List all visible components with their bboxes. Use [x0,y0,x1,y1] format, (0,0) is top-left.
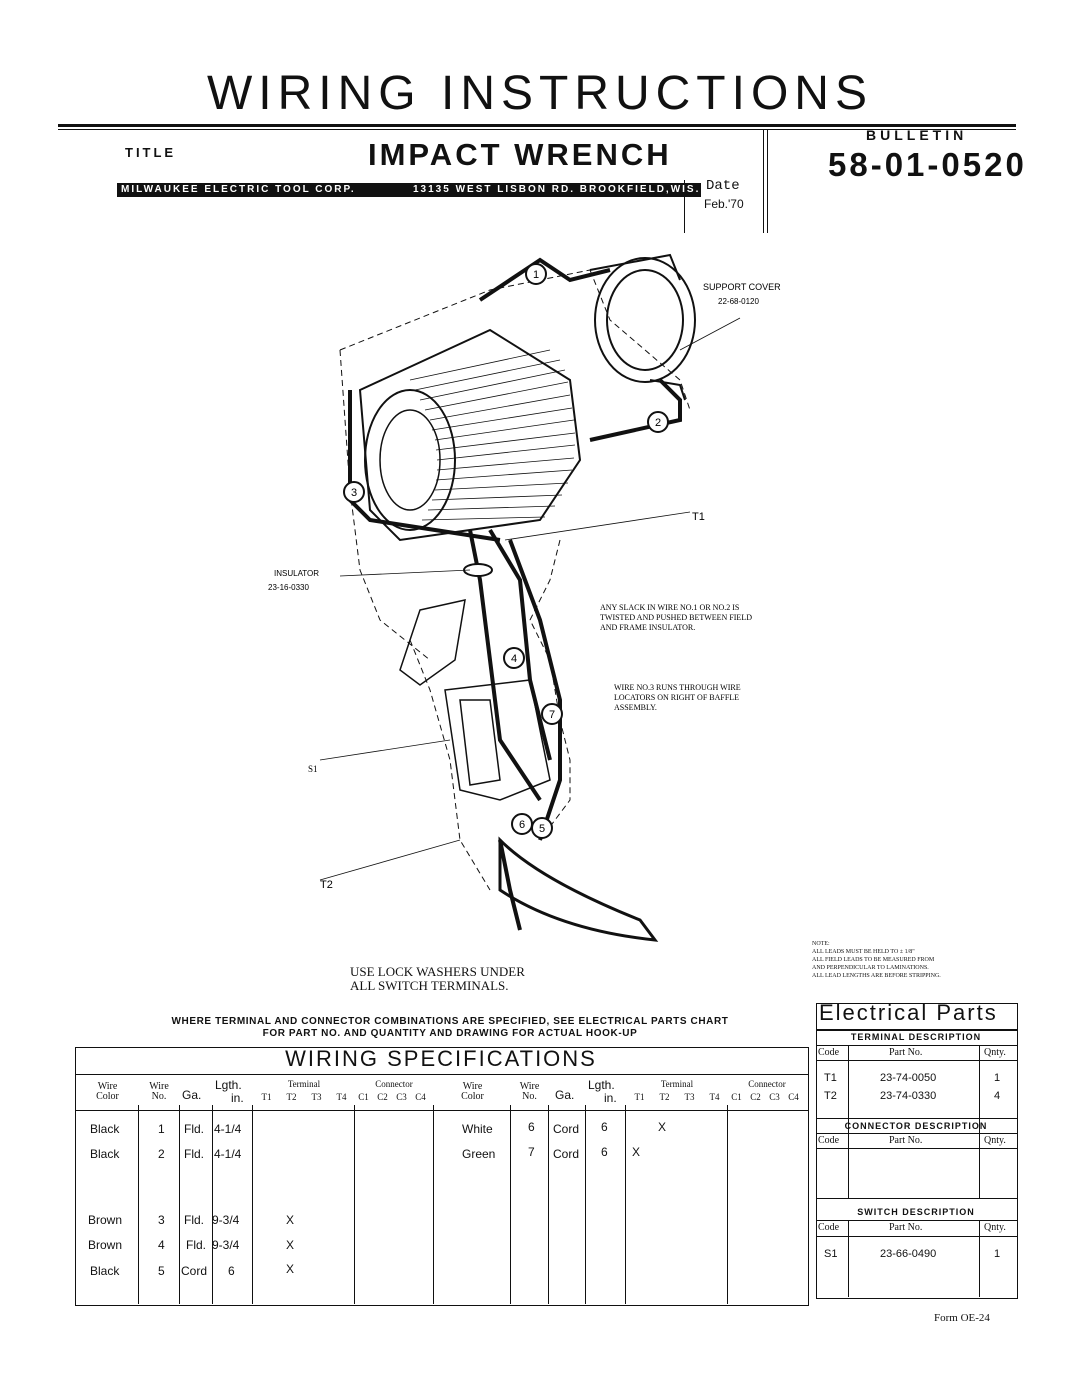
slack-note-line: AND FRAME INSULATOR. [600,623,696,632]
insulator-label: INSULATOR [274,569,320,578]
product-title: IMPACT WRENCH [368,137,672,172]
chart-reference-note [100,1016,800,1040]
wire3-note-line: ASSEMBLY. [614,703,657,712]
table-cell: X [286,1213,295,1227]
header-length [588,1079,617,1105]
table-cell: 6 [601,1145,608,1159]
header-t3: T3 [684,1092,695,1102]
table-rule [548,1105,549,1304]
form-number: Form OE-24 [934,1312,990,1324]
table-cell: 5 [158,1264,165,1278]
housing-outline [340,270,690,890]
header-terminal: Terminal [660,1079,694,1089]
table-cell: 4-1/4 [214,1147,242,1161]
header-divider [767,130,768,233]
slack-note-line: TWISTED AND PUSHED BETWEEN FIELD [600,613,752,622]
wire-marker-label: 5 [538,823,546,835]
wire-marker-label: 1 [532,269,540,281]
table-cell: Black [90,1122,120,1136]
page-title: WIRING INSTRUCTIONS [207,67,873,120]
parts-rule [848,1220,849,1297]
terminal-qnty: 4 [994,1090,1001,1102]
parts-rule [816,1060,1017,1061]
header-c1: C1 [358,1092,369,1102]
col-part: Part No. [889,1222,923,1233]
wire-marker-label: 7 [548,709,556,721]
lock-washer-line: ALL SWITCH TERMINALS. [350,978,509,993]
header-c2: C2 [377,1092,388,1102]
col-qnty: Qnty. [984,1047,1006,1058]
switch-description-header: SWITCH DESCRIPTION [857,1207,975,1217]
table-cell: 4 [158,1238,165,1252]
col-part: Part No. [889,1047,923,1058]
table-cell: Fld. [186,1238,207,1252]
table-cell: Black [90,1264,120,1278]
table-cell: Cord [553,1147,580,1161]
header-subcols [627,1092,805,1102]
table-cell: 7 [528,1145,535,1159]
table-rule [212,1105,213,1304]
header-text: Color [461,1091,484,1102]
col-code: Code [818,1135,840,1146]
bulletin-number: 58-01-0520 [828,146,1027,183]
table-cell: X [632,1145,641,1159]
table-rule [75,1110,808,1111]
header-wire-no [512,1082,547,1102]
header-text: Color [96,1091,119,1102]
lead-note-line: ALL FIELD LEADS TO BE MEASURED FROM [812,957,935,963]
col-part: Part No. [889,1135,923,1146]
switch-code: S1 [824,1248,838,1260]
header-text: Wire [149,1081,169,1092]
terminal-part: 23-74-0330 [880,1090,937,1102]
header-c1: C1 [731,1092,742,1102]
t1-label: T1 [692,511,705,523]
lock-washer-line: USE LOCK WASHERS UNDER [350,964,525,979]
parts-rule [979,1133,980,1198]
header-t1: T1 [261,1092,272,1102]
date-value: Feb.'70 [704,197,744,211]
header-text: No. [522,1091,537,1102]
table-cell: White [462,1122,493,1136]
table-cell: 6 [528,1120,535,1134]
table-cell: Brown [88,1238,123,1252]
header-c3: C3 [769,1092,780,1102]
parts-rule [816,1198,1017,1199]
header-connector: Connector [375,1079,413,1089]
col-qnty: Qnty. [984,1135,1006,1146]
parts-rule [848,1133,849,1198]
table-cell: 1 [158,1122,165,1136]
parts-rule [816,1148,1017,1149]
date-label: Date [706,178,740,194]
header-t1: T1 [634,1092,645,1102]
header-text: No. [151,1091,167,1102]
terminal-code: T1 [824,1072,837,1084]
wire-marker-label: 2 [654,417,662,429]
table-rule [252,1105,253,1304]
header-text: in. [604,1091,617,1105]
wire3-note [614,683,741,712]
table-cell: Cord [553,1122,580,1136]
lock-washer-note [350,965,525,993]
table-cell: Black [90,1147,120,1161]
header-wire-color [440,1082,505,1102]
table-cell: Fld. [184,1213,205,1227]
s1-label: S1 [308,764,318,774]
header-text: Wire [97,1081,118,1092]
parts-rule [816,1220,1017,1221]
header-connector: Connector [748,1079,786,1089]
header-text: Lgth. [215,1078,242,1092]
header-t4: T4 [709,1092,720,1102]
terminal-code: T2 [824,1090,837,1102]
table-rule [138,1105,139,1304]
connector-description-header: CONNECTOR DESCRIPTION [844,1121,988,1131]
header-terminal: Terminal [287,1079,321,1089]
table-cell: X [286,1262,295,1276]
wire3-note-line: WIRE NO.3 RUNS THROUGH WIRE [614,683,741,692]
header-length [215,1079,244,1105]
table-rule [179,1105,180,1304]
table-rule [75,1074,808,1075]
wire-marker-label: 4 [510,653,518,665]
table-cell: 2 [158,1147,165,1161]
header-t3: T3 [311,1092,322,1102]
header-c2: C2 [750,1092,761,1102]
terminal-description-header: TERMINAL DESCRIPTION [850,1032,982,1042]
header-text: Lgth. [588,1078,615,1092]
header-gauge: Ga. [555,1088,575,1102]
field-coil [360,330,580,540]
electrical-parts-title: Electrical Parts [819,1000,998,1025]
table-rule [510,1105,511,1304]
table-cell: 6 [228,1264,235,1278]
lead-note-line: NOTE: [812,941,830,947]
switch-part: 23-66-0490 [880,1248,937,1260]
header-text: Wire [462,1081,483,1092]
chart-reference-line: FOR PART NO. AND QUANTITY AND DRAWING FOR ACTUAL HOOK-UP [262,1028,638,1039]
table-rule [433,1105,434,1304]
table-cell: Fld. [184,1122,205,1136]
table-cell: 9-3/4 [212,1213,240,1227]
wire3-note-line: LOCATORS ON RIGHT OF BAFFLE [614,693,740,702]
parts-rule [816,1118,1017,1119]
lead-note [812,940,1032,980]
lead-note-line: AND PERPENDICULAR TO LAMINATIONS. [812,965,929,971]
table-cell: Green [462,1147,496,1161]
parts-rule [816,1045,1017,1046]
parts-rule [816,1236,1017,1237]
col-code: Code [818,1047,840,1058]
header-divider [763,130,764,233]
wire-marker-label: 3 [350,487,358,499]
insulator-part: 23-16-0330 [268,583,309,592]
bulletin-label: BULLETIN [866,127,968,143]
slack-note [600,603,752,632]
table-cell: 3 [158,1213,165,1227]
table-rule [354,1105,355,1304]
header-t2: T2 [659,1092,670,1102]
header-c3: C3 [396,1092,407,1102]
title-label: TITLE [125,145,177,160]
switch-qnty: 1 [994,1248,1001,1260]
table-cell: 9-3/4 [212,1238,240,1252]
table-rule [727,1105,728,1304]
table-cell: Brown [88,1213,123,1227]
header-t4: T4 [336,1092,347,1102]
header-c4: C4 [788,1092,799,1102]
parts-rule [979,1220,980,1297]
lead-note-line: ALL LEAD LENGTHS ARE BEFORE STRIPPING. [812,973,941,979]
table-rule [585,1105,586,1304]
wiring-drawing [260,240,800,960]
header-gauge: Ga. [182,1088,202,1102]
header-t2: T2 [286,1092,297,1102]
t2-label: T2 [320,879,333,891]
chart-reference-line: WHERE TERMINAL AND CONNECTOR COMBINATIONS ARE SPECIFIED, SEE ELECTRICAL PARTS CHART [171,1016,729,1027]
table-cell: Cord [181,1264,208,1278]
header-wire-no [140,1082,178,1102]
support-cover [590,255,695,400]
lead-note-line: ALL LEADS MUST BE HELD TO ± 1/8" [812,949,915,955]
company-name: MILWAUKEE ELECTRIC TOOL CORP. [121,184,356,195]
header-text: in. [231,1091,244,1105]
header-c4: C4 [415,1092,426,1102]
table-cell: Fld. [184,1147,205,1161]
company-band [117,183,701,197]
col-qnty: Qnty. [984,1222,1006,1233]
col-code: Code [818,1222,840,1233]
parts-rule [816,1133,1017,1134]
header-wire-color [80,1082,135,1102]
table-cell: X [658,1120,667,1134]
support-cover-part: 22-68-0120 [718,297,759,306]
terminal-qnty: 1 [994,1072,1001,1084]
table-cell: X [286,1238,295,1252]
slack-note-line: ANY SLACK IN WIRE NO.1 OR NO.2 IS [600,603,740,612]
table-cell: 4-1/4 [214,1122,242,1136]
wire-marker-label: 6 [518,819,526,831]
header-subcols [254,1092,432,1102]
table-cell: 6 [601,1120,608,1134]
support-cover-label: SUPPORT COVER [703,282,781,292]
wiring-specs-title: WIRING SPECIFICATIONS [285,1046,597,1071]
parts-rule [816,1029,1017,1031]
table-rule [625,1105,626,1304]
header-text: Wire [519,1081,540,1092]
company-address: 13135 WEST LISBON RD. BROOKFIELD,WIS. [413,184,701,195]
terminal-part: 23-74-0050 [880,1072,937,1084]
